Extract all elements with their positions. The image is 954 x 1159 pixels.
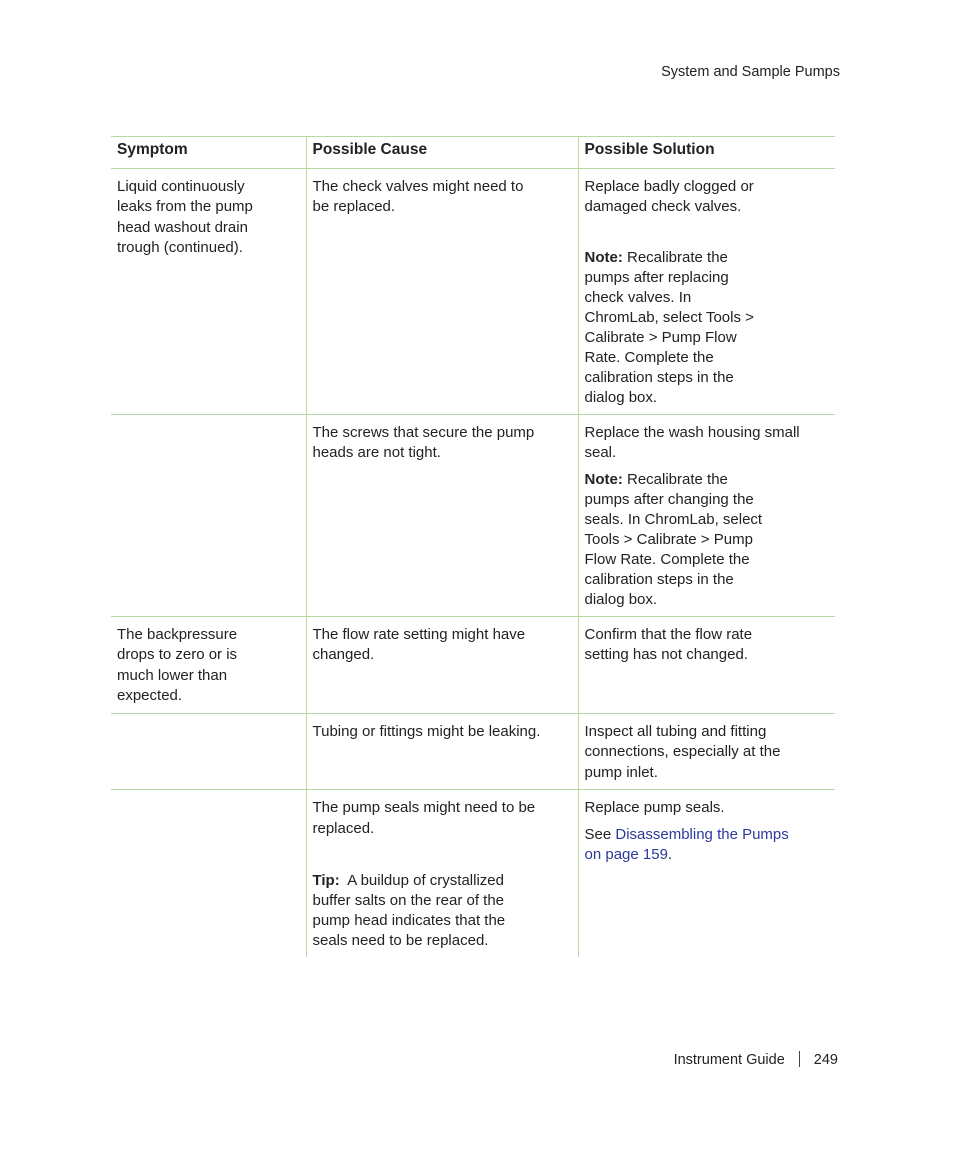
table-row [111,168,835,414]
table-header-row [111,137,835,169]
cause-line: changed. [312,646,375,663]
symptom-cell [111,168,306,414]
note-line [585,470,830,490]
solution-line: seal. [584,444,617,461]
note-line: Tools > Calibrate > Pump [584,530,753,548]
note-line: calibration steps in the [584,570,734,588]
solution-line: Confirm that the flow rate [584,625,753,643]
symptom-cell [111,414,306,616]
cause-line: be replaced. [312,198,396,215]
note-text: Recalibrate the [622,248,728,266]
symptom-line: expected. [117,687,183,704]
column-header-cause: Possible Cause [306,137,578,169]
solution-line: connections, especially at the [584,743,781,760]
symptom-line: trough (continued). [117,239,243,256]
cause-line: The screws that secure the pump [312,423,535,441]
solution-cell [578,790,835,958]
symptom-line: drops to zero or is [117,646,238,663]
note-line: Rate. Complete the [584,348,714,366]
symptom-cell [111,616,306,713]
solution-line: damaged check valves. [584,198,742,215]
symptom-line: leaks from the pump [117,198,253,215]
cause-line: The check valves might need to [312,177,524,195]
solution-line: Replace the wash housing small [584,423,800,441]
disassembling-pumps-link-page[interactable]: on page 159 [584,846,668,863]
tip-label: Tip: [312,872,340,889]
solution-line: Replace pump seals. [584,799,725,816]
note-line: check valves. In [584,288,692,306]
note-line: ChromLab, select Tools > [584,308,754,326]
cause-cell [306,790,578,958]
symptom-cell [111,790,306,958]
solution-cell [578,616,835,713]
page-footer [674,1051,838,1068]
cause-line: Tubing or fittings might be leaking. [312,722,541,740]
note-line: pumps after replacing [584,268,729,286]
solution-line: setting has not changed. [584,646,748,663]
solution-cell [578,168,835,414]
note-line: pumps after changing the [584,490,754,508]
note-line: Calibrate > Pump Flow [584,328,737,346]
table-row [111,790,835,958]
note-line: seals. In ChromLab, select [584,510,763,528]
see-reference [585,825,830,846]
footer-guide-title: Instrument Guide [673,1052,785,1068]
table-row [111,616,835,713]
solution-line: pump inlet. [584,763,658,781]
tip-line: pump head indicates that the [312,912,506,929]
solution-line: Replace badly clogged or [584,177,754,195]
tip-line: seals need to be replaced. [312,932,489,949]
column-header-solution: Possible Solution [578,137,835,169]
troubleshooting-table [111,136,835,957]
note-label: Note: [584,248,623,266]
see-reference-line [585,845,830,866]
solution-line: Inspect all tubing and fitting [584,722,767,740]
symptom-line: head washout drain [117,218,248,236]
tip-line [313,871,572,891]
cause-cell [306,414,578,616]
disassembling-pumps-link[interactable]: Disassembling the Pumps [615,825,789,843]
cause-line: heads are not tight. [312,444,441,461]
symptom-line: Liquid continuously [117,177,245,195]
note-text: Recalibrate the [622,470,728,488]
cause-line: The pump seals might need to be [312,799,536,816]
cause-cell [306,713,578,790]
see-suffix: . [667,846,673,863]
note-label: Note: [584,470,623,488]
tip-line: buffer salts on the rear of the [312,892,505,909]
column-header-symptom: Symptom [111,137,306,169]
note-line: dialog box. [584,590,658,608]
table-row [111,414,835,616]
note-line: calibration steps in the [584,368,734,386]
note-line: dialog box. [584,388,658,406]
symptom-line: The backpressure [117,625,238,643]
cause-line: The flow rate setting might have [312,625,526,643]
note-line [585,248,830,268]
cause-cell [306,168,578,414]
symptom-line: much lower than [117,666,228,684]
cause-line: replaced. [312,819,375,837]
tip-text: A buildup of crystallized [339,872,504,889]
solution-cell [578,713,835,790]
table-row [111,713,835,790]
solution-cell [578,414,835,616]
footer-separator [799,1051,800,1067]
symptom-cell [111,713,306,790]
page-number: 249 [813,1052,838,1068]
see-prefix: See [584,825,616,843]
note-line: Flow Rate. Complete the [584,550,750,568]
cause-cell [306,616,578,713]
running-header: System and Sample Pumps [661,64,840,80]
